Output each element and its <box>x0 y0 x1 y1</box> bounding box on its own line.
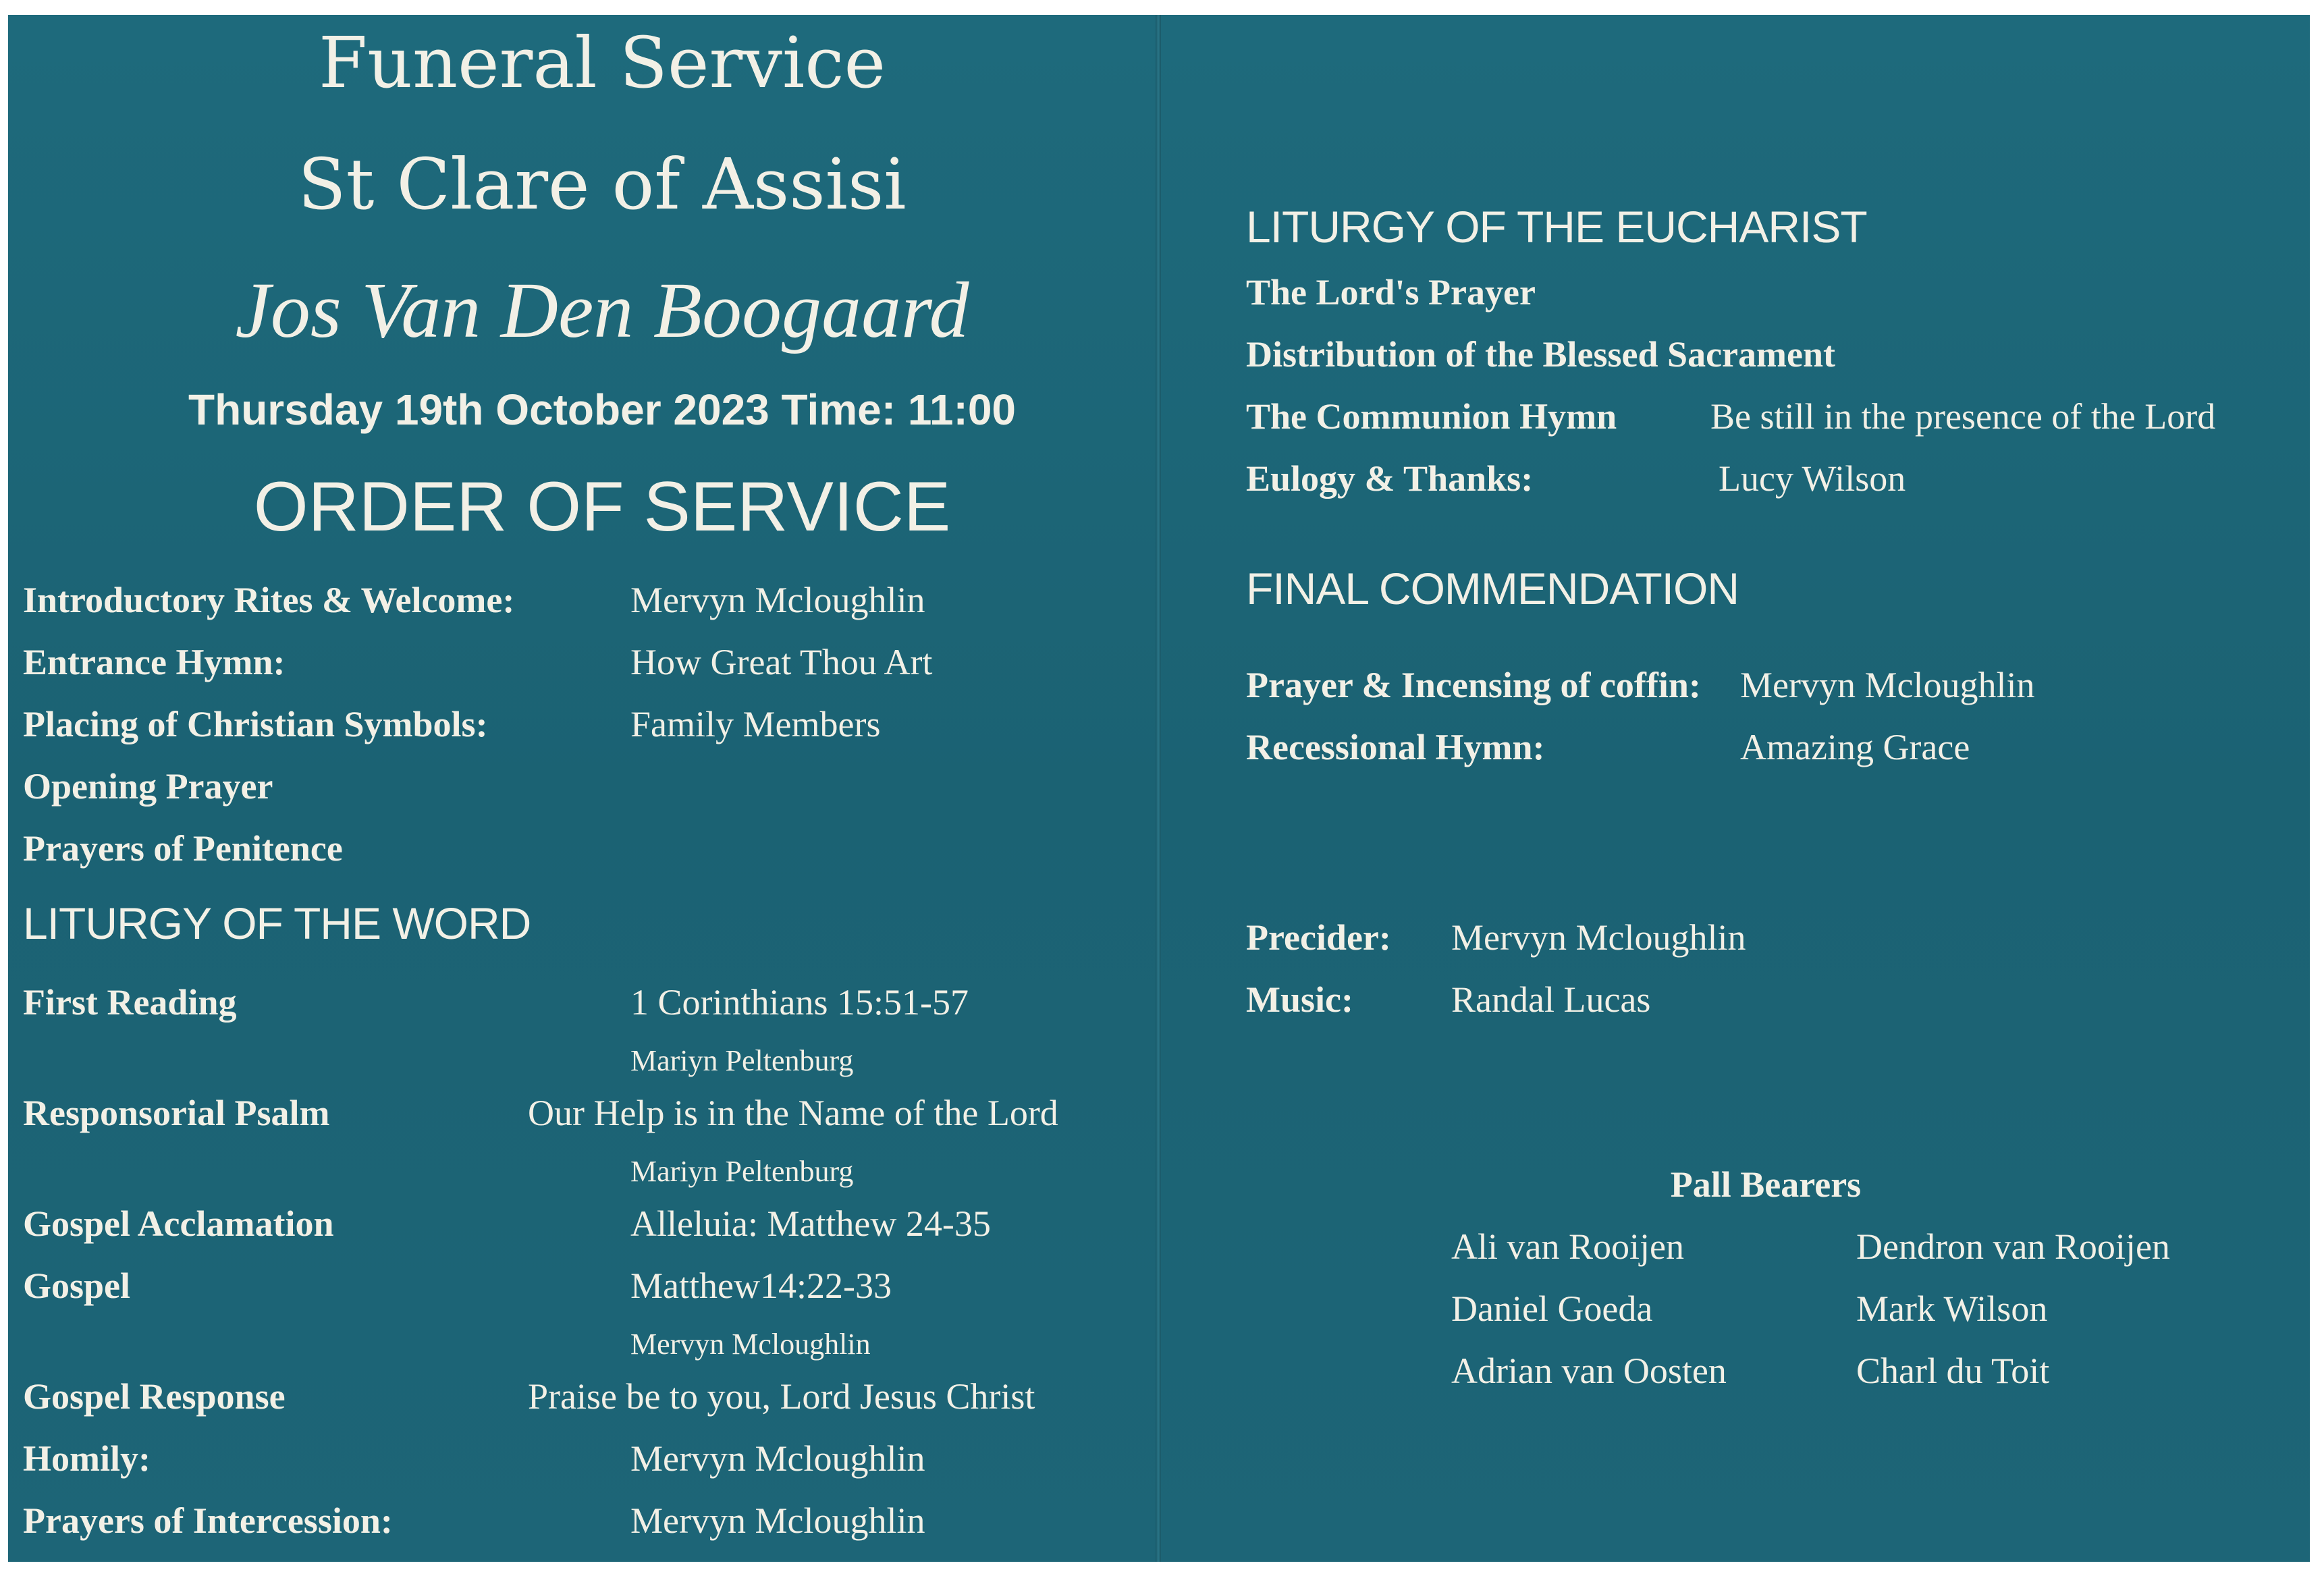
eucharist-label: Distribution of the Blessed Sacrament <box>1246 334 1835 375</box>
church-name: St Clare of Assisi <box>298 143 907 225</box>
liturgy-eucharist-heading: LITURGY OF THE EUCHARIST <box>1246 202 1867 252</box>
pall-bearer-name: Charl du Toit <box>1856 1351 2050 1391</box>
eucharist-value: Be still in the presence of the Lord <box>1710 396 2216 437</box>
liturgy-word-label: Homily: <box>23 1438 151 1479</box>
eucharist-label: The Lord's Prayer <box>1246 272 1536 312</box>
service-date-time: Thursday 19th October 2023 Time: 11:00 <box>188 385 1016 434</box>
liturgy-word-label: Prayers of Intercession: <box>23 1500 393 1541</box>
liturgy-word-reader: Mariyn Peltenburg <box>630 1044 854 1077</box>
liturgy-word-value: Matthew14:22-33 <box>630 1266 892 1306</box>
commendation-label: Prayer & Incensing of coffin: <box>1246 665 1701 705</box>
liturgy-word-value: 1 Corinthians 15:51-57 <box>630 982 969 1023</box>
liturgy-word-value: Our Help is in the Name of the Lord <box>528 1093 1058 1133</box>
service-title: Funeral Service <box>318 22 886 104</box>
deceased-name: Jos Van Den Boogaard <box>235 266 969 354</box>
liturgy-word-label: First Reading <box>23 982 237 1023</box>
liturgy-word-label: Gospel <box>23 1266 131 1306</box>
final-commendation-heading: FINAL COMMENDATION <box>1246 564 1739 614</box>
eucharist-label: The Communion Hymn <box>1246 396 1617 437</box>
pall-bearer-name: Dendron van Rooijen <box>1856 1226 2170 1267</box>
liturgy-word-value: Mervyn Mcloughlin <box>630 1500 925 1541</box>
liturgy-word-reader: Mariyn Peltenburg <box>630 1155 854 1188</box>
liturgy-word-reader: Mervyn Mcloughlin <box>630 1328 871 1361</box>
eucharist-label: Eulogy & Thanks: <box>1246 458 1534 499</box>
order-item-label: Introductory Rites & Welcome: <box>23 580 515 620</box>
order-item-value: Mervyn Mcloughlin <box>630 580 925 620</box>
order-of-service-sheet <box>8 15 2310 1562</box>
order-item-value: How Great Thou Art <box>630 642 933 682</box>
liturgy-word-label: Gospel Acclamation <box>23 1203 334 1244</box>
credit-value: Randal Lucas <box>1451 979 1651 1020</box>
pall-bearer-name: Daniel Goeda <box>1451 1288 1653 1329</box>
commendation-value: Mervyn Mcloughlin <box>1740 665 2035 705</box>
order-of-service-heading: ORDER OF SERVICE <box>253 468 951 546</box>
commendation-value: Amazing Grace <box>1740 727 1970 767</box>
credit-value: Mervyn Mcloughlin <box>1451 917 1746 958</box>
liturgy-word-value: Praise be to you, Lord Jesus Christ <box>528 1376 1035 1417</box>
left-panel <box>8 15 1156 1562</box>
liturgy-word-value: Mervyn Mcloughlin <box>630 1438 925 1479</box>
pall-bearer-name: Adrian van Oosten <box>1451 1351 1727 1391</box>
order-item-label: Prayers of Penitence <box>23 828 343 869</box>
pall-bearer-name: Mark Wilson <box>1856 1288 2048 1329</box>
credit-label: Precider: <box>1246 917 1391 958</box>
order-item-label: Entrance Hymn: <box>23 642 286 682</box>
commendation-label: Recessional Hymn: <box>1246 727 1545 767</box>
credit-label: Music: <box>1246 979 1353 1020</box>
eucharist-value: Lucy Wilson <box>1719 458 1906 499</box>
right-panel <box>1158 15 2310 1562</box>
liturgy-word-heading: LITURGY OF THE WORD <box>23 898 531 948</box>
order-item-value: Family Members <box>630 704 881 744</box>
order-item-label: Opening Prayer <box>23 766 273 807</box>
liturgy-word-value: Alleluia: Matthew 24-35 <box>630 1203 991 1244</box>
order-item-label: Placing of Christian Symbols: <box>23 704 488 744</box>
pall-bearers-heading: Pall Bearers <box>1670 1164 1862 1205</box>
liturgy-word-label: Gospel Response <box>23 1376 286 1417</box>
pall-bearer-name: Ali van Rooijen <box>1451 1226 1684 1267</box>
liturgy-word-label: Responsorial Psalm <box>23 1093 330 1133</box>
